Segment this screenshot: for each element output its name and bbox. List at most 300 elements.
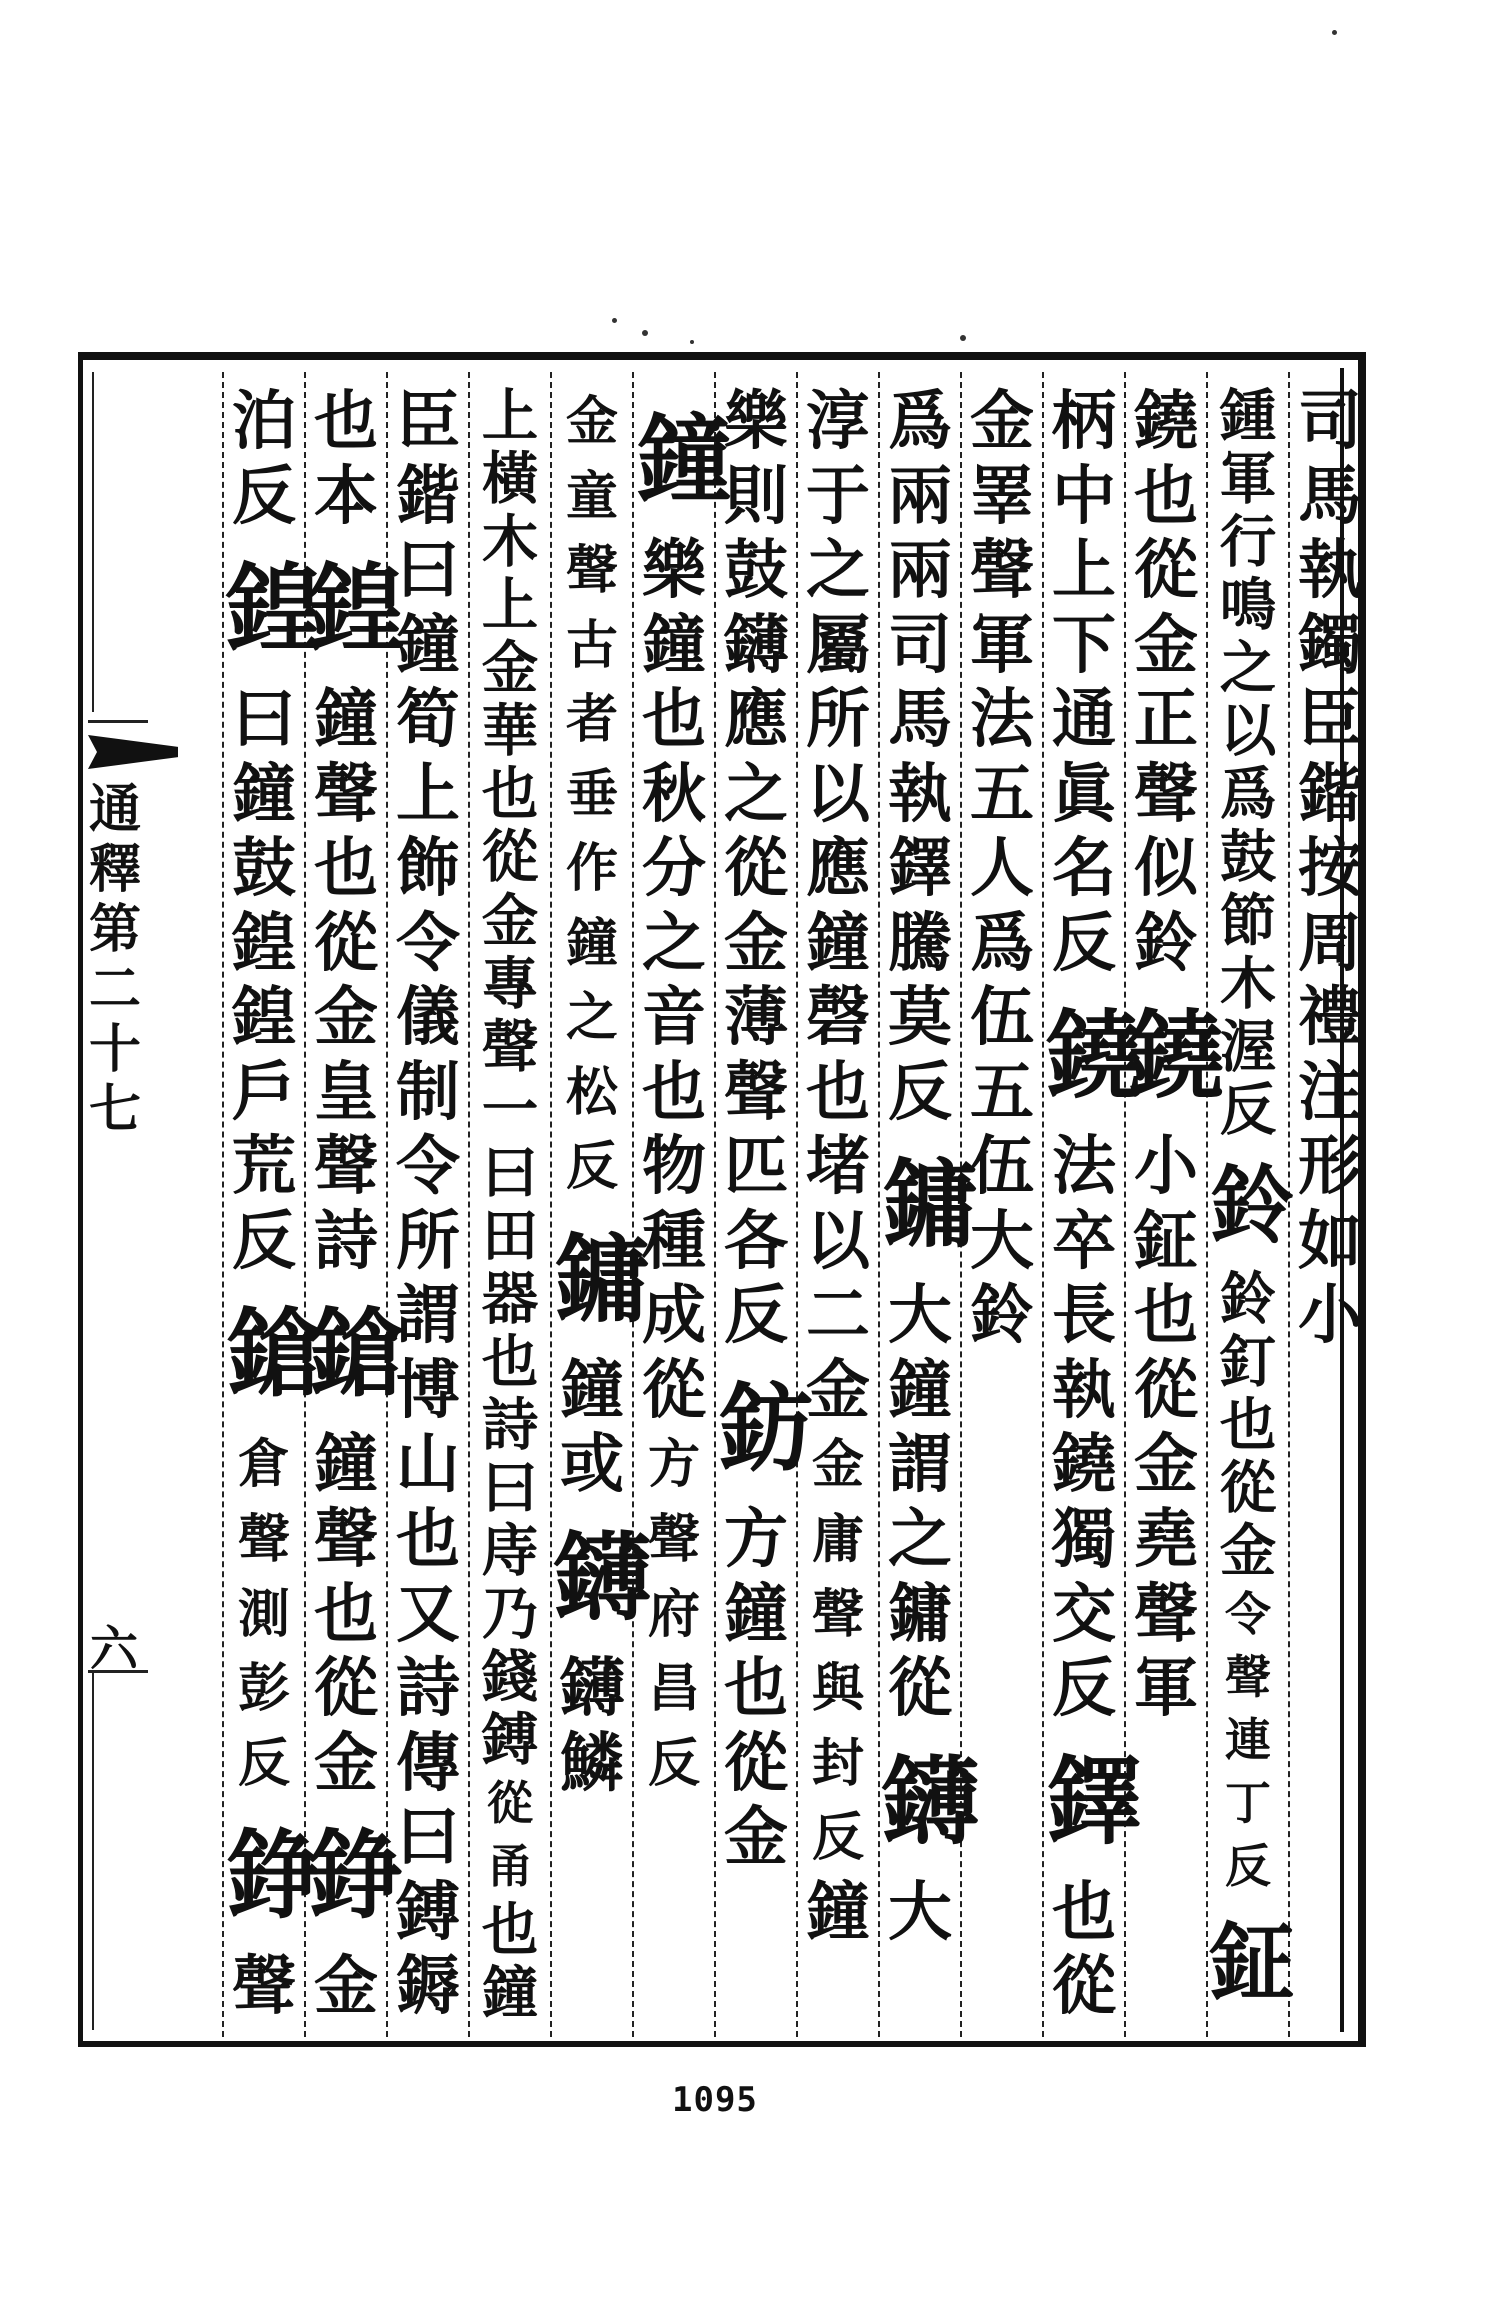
- text-char: 鑮: [724, 607, 788, 683]
- annotation-char: 者: [565, 689, 618, 751]
- text-char: 渥: [1219, 1013, 1277, 1080]
- text-char: 又: [396, 1576, 460, 1652]
- seal-headword: 鉦: [1210, 1911, 1289, 2012]
- annotation-char: 昌: [647, 1658, 700, 1720]
- text-char: 專: [481, 950, 539, 1017]
- text-char: 一: [481, 1076, 539, 1143]
- text-char: 鉦: [1134, 1203, 1198, 1279]
- text-char: 鐘: [396, 607, 460, 683]
- seal-headword: 鑮: [882, 1744, 972, 1858]
- text-char: 田: [481, 1202, 539, 1269]
- text-char: 器: [481, 1265, 539, 1332]
- text-char: 乃: [481, 1581, 539, 1648]
- text-char: 鼓: [724, 533, 788, 609]
- text-char: 匹: [724, 1129, 788, 1205]
- annotation-char: 反: [565, 1136, 618, 1198]
- text-char: 令: [396, 905, 460, 981]
- text-char: 司: [1298, 384, 1362, 459]
- text-char: 反: [888, 1054, 952, 1130]
- annotation-char: 垂: [565, 763, 618, 825]
- text-char: 鱗: [560, 1725, 624, 1801]
- text-char: 之: [806, 533, 870, 609]
- text-column: [1128, 384, 1218, 2035]
- annotation-char: 之: [565, 987, 618, 1049]
- text-char: 荒: [232, 1129, 296, 1205]
- seal-headword: 鏞: [554, 1222, 644, 1336]
- text-char: 傳: [396, 1725, 460, 1801]
- text-char: 從: [1052, 1949, 1116, 2025]
- text-char: 從: [1134, 533, 1198, 609]
- text-char: 飾: [396, 831, 460, 907]
- text-char: 軍: [1219, 446, 1277, 513]
- annotation-char: 反: [647, 1732, 700, 1794]
- annotation-char: 令: [1225, 1587, 1271, 1642]
- text-char: 博: [396, 1352, 460, 1428]
- annotation-char: 反: [811, 1807, 864, 1869]
- seal-headword: 鐃: [1046, 999, 1136, 1113]
- annotation-char: 測: [237, 1583, 290, 1645]
- text-char: 所: [806, 682, 870, 758]
- text-char: 橫: [481, 446, 539, 513]
- text-char: 眞: [1052, 756, 1116, 832]
- seal-headword: 鈁: [718, 1371, 808, 1485]
- text-char: 各: [724, 1203, 788, 1279]
- text-char: 鑮: [560, 1651, 624, 1727]
- text-char: 上: [396, 756, 460, 832]
- text-char: 皇: [314, 1054, 378, 1130]
- annotation-char: 倉: [237, 1434, 290, 1496]
- text-char: 鈴: [1219, 1265, 1277, 1332]
- text-char: 臣: [1298, 682, 1362, 758]
- text-char: 馬: [1298, 458, 1362, 534]
- annotation-char: 庸: [811, 1508, 864, 1570]
- text-char: 堯: [1134, 1501, 1198, 1577]
- text-char: 鐘: [806, 905, 870, 981]
- margin-title: [80, 780, 150, 1140]
- text-char: 法: [1052, 1129, 1116, 1205]
- text-char: 也: [314, 1576, 378, 1652]
- text-char: 鼓: [232, 831, 296, 907]
- text-char: 謂: [396, 1278, 460, 1354]
- text-char: 淳: [806, 384, 870, 459]
- text-char: 鐘: [314, 1427, 378, 1503]
- text-column: [800, 385, 876, 2035]
- text-char: 聲: [724, 1054, 788, 1130]
- text-char: 以: [806, 756, 870, 832]
- text-char: 鼓: [1219, 824, 1277, 891]
- seal-headword: 鐸: [1046, 1744, 1136, 1858]
- text-char: 之: [888, 1501, 952, 1577]
- text-char: 司: [888, 607, 952, 683]
- annotation-char: 封: [811, 1732, 864, 1794]
- annotation-char: 聲: [811, 1583, 864, 1645]
- seal-headword: 鎗: [226, 1297, 316, 1411]
- column-rule: [632, 372, 634, 2037]
- text-char: 軍: [1134, 1651, 1198, 1727]
- text-char: 磬: [806, 980, 870, 1056]
- text-char: 反: [232, 458, 296, 534]
- text-char: 錢: [481, 1644, 539, 1711]
- text-char: 鎛: [396, 1874, 460, 1950]
- text-char: 中: [1052, 458, 1116, 534]
- text-char: 鎛: [481, 1707, 539, 1774]
- seal-headword: 鐘: [636, 403, 726, 516]
- annotation-char: 與: [811, 1658, 864, 1720]
- text-char: 或: [560, 1427, 624, 1503]
- text-char: 詩: [314, 1203, 378, 1279]
- text-char: 也: [806, 1054, 870, 1130]
- seal-headword: 錚: [226, 1819, 316, 1933]
- text-char: 上: [481, 383, 539, 449]
- text-char: 鍾: [1219, 383, 1277, 449]
- text-column: [1046, 384, 1136, 2035]
- text-char: 聲: [1134, 1576, 1198, 1652]
- text-char: 也: [481, 1896, 539, 1963]
- text-char: 也: [481, 761, 539, 828]
- text-char: 臣: [396, 384, 460, 459]
- text-char: 鐘: [806, 1874, 870, 1950]
- text-char: 戶: [232, 1054, 296, 1130]
- text-char: 反: [1219, 1076, 1277, 1143]
- annotation-char: 甬: [487, 1839, 533, 1894]
- seal-headword: 鏞: [882, 1148, 972, 1262]
- margin-title-char: 七: [88, 1079, 141, 1140]
- text-char: 法: [970, 682, 1034, 758]
- text-char: 令: [396, 1129, 460, 1205]
- annotation-char: 反: [237, 1732, 290, 1794]
- text-char: 鍇: [1298, 756, 1362, 832]
- text-char: 金: [1134, 1427, 1198, 1503]
- text-char: 鐃: [1052, 1427, 1116, 1503]
- seal-headword: 錚: [308, 1819, 398, 1933]
- annotation-char: 金: [565, 391, 618, 452]
- text-char: 曰: [232, 682, 296, 758]
- text-char: 大: [888, 1278, 952, 1354]
- text-char: 反: [1052, 1651, 1116, 1727]
- text-char: 以: [806, 1203, 870, 1279]
- text-char: 名: [1052, 831, 1116, 907]
- annotation-char: 金: [811, 1434, 864, 1496]
- annotation-char: 聲: [647, 1508, 700, 1570]
- text-char: 音: [642, 980, 706, 1056]
- text-char: 金: [314, 1725, 378, 1801]
- text-char: 金: [481, 635, 539, 702]
- text-char: 堵: [806, 1129, 870, 1205]
- text-char: 也: [1219, 1392, 1277, 1459]
- text-char: 鈴: [970, 1278, 1034, 1354]
- text-char: 執: [1298, 533, 1362, 609]
- text-char: 按: [1298, 831, 1362, 907]
- text-char: 鐘: [560, 1352, 624, 1428]
- text-char: 睪: [970, 458, 1034, 534]
- text-char: 伍: [970, 980, 1034, 1056]
- text-char: 上: [1052, 533, 1116, 609]
- text-char: 從: [642, 1352, 706, 1428]
- text-char: 聲: [314, 756, 378, 832]
- text-char: 曰: [481, 1139, 539, 1206]
- margin-line-top: [88, 720, 148, 723]
- text-char: 鍠: [232, 980, 296, 1056]
- text-char: 泊: [232, 384, 296, 459]
- annotation-char: 方: [647, 1434, 700, 1496]
- text-char: 樂: [724, 384, 788, 459]
- seal-headword: 鈴: [1210, 1154, 1289, 1255]
- text-char: 周: [1298, 905, 1362, 981]
- text-char: 也: [1134, 458, 1198, 534]
- annotation-char: 古: [565, 614, 618, 676]
- text-char: 木: [1219, 950, 1277, 1017]
- text-char: 反: [724, 1278, 788, 1354]
- text-char: 從: [1219, 1455, 1277, 1522]
- text-char: 卒: [1052, 1203, 1116, 1279]
- text-char: 大: [888, 1874, 952, 1950]
- text-char: 金: [1219, 1518, 1277, 1585]
- text-char: 形: [1298, 1129, 1362, 1205]
- seal-headword: 鍠: [226, 552, 316, 666]
- annotation-char: 鐘: [565, 912, 618, 974]
- text-char: 鏞: [888, 1576, 952, 1652]
- text-char: 金: [1134, 607, 1198, 683]
- text-char: 從: [1134, 1352, 1198, 1428]
- text-char: 木: [481, 509, 539, 576]
- text-char: 于: [806, 458, 870, 534]
- text-char: 樂: [642, 533, 706, 609]
- text-char: 則: [724, 458, 788, 534]
- text-char: 反: [1052, 905, 1116, 981]
- text-char: 二: [806, 1278, 870, 1354]
- text-char: 也: [642, 682, 706, 758]
- text-char: 爲: [970, 905, 1034, 981]
- text-char: 聲: [314, 1502, 378, 1577]
- margin-title-char: 第: [88, 899, 141, 960]
- text-char: 釘: [1219, 1328, 1277, 1395]
- text-char: 爲: [888, 384, 952, 459]
- text-char: 正: [1134, 682, 1198, 758]
- text-char: 也: [1052, 1874, 1116, 1950]
- text-char: 也: [642, 1054, 706, 1130]
- column-rule: [796, 372, 798, 2037]
- text-char: 鐘: [314, 682, 378, 758]
- annotation-char: 聲: [237, 1509, 290, 1570]
- annotation-char: 松: [565, 1061, 618, 1123]
- text-char: 屬: [806, 607, 870, 683]
- text-char: 金: [314, 1949, 378, 2025]
- column-rule: [1206, 372, 1208, 2037]
- text-char: 鍇: [396, 458, 460, 534]
- text-char: 鐘: [642, 607, 706, 683]
- text-char: 從: [724, 831, 788, 907]
- text-char: 鈴: [1134, 905, 1198, 981]
- text-char: 從: [724, 1725, 788, 1801]
- text-char: 也: [724, 1651, 788, 1727]
- text-char: 獨: [1052, 1501, 1116, 1577]
- seal-headword: 鑮: [554, 1520, 644, 1634]
- text-char: 小: [1134, 1129, 1198, 1205]
- column-rule: [550, 372, 552, 2037]
- text-char: 也: [1134, 1278, 1198, 1354]
- text-char: 也: [314, 384, 378, 459]
- text-char: 方: [724, 1501, 788, 1577]
- text-char: 鐘: [232, 756, 296, 832]
- text-char: 鎒: [396, 1949, 460, 2025]
- text-char: 鍠: [232, 905, 296, 981]
- annotation-char: 作: [565, 838, 618, 900]
- text-char: 本: [314, 458, 378, 534]
- annotation-char: 聲: [565, 540, 618, 602]
- annotation-char: 反: [1225, 1839, 1271, 1894]
- text-column: [636, 385, 726, 2035]
- margin-title-char: 通: [88, 779, 141, 840]
- text-char: 似: [1134, 831, 1198, 907]
- text-char: 聲: [1134, 756, 1198, 832]
- text-char: 鐘: [481, 1959, 539, 2026]
- text-column: [1292, 385, 1368, 2035]
- text-char: 伍: [970, 1129, 1034, 1205]
- text-char: 金: [806, 1352, 870, 1428]
- text-char: 之: [724, 756, 788, 832]
- text-char: 金: [481, 887, 539, 954]
- text-char: 下: [1052, 607, 1116, 683]
- text-char: 騰: [888, 905, 952, 981]
- text-char: 也: [481, 1328, 539, 1395]
- text-char: 之: [642, 905, 706, 981]
- text-char: 曰: [396, 1800, 460, 1876]
- text-char: 通: [1052, 682, 1116, 758]
- text-char: 五: [970, 756, 1034, 832]
- text-char: 鐸: [888, 831, 952, 907]
- text-char: 馬: [888, 682, 952, 758]
- text-column: [1210, 383, 1289, 2035]
- text-char: 爲: [1219, 761, 1277, 828]
- text-char: 注: [1298, 1054, 1362, 1130]
- text-char: 反: [232, 1203, 296, 1279]
- text-char: 從: [314, 905, 378, 981]
- text-column: [226, 384, 316, 2035]
- text-char: 制: [396, 1054, 460, 1130]
- text-column: [472, 385, 548, 2035]
- text-char: 以: [1219, 698, 1277, 765]
- seal-headword: 鍠: [308, 552, 398, 666]
- text-char: 之: [1219, 635, 1277, 702]
- margin-rule-top: [92, 372, 94, 712]
- annotation-char: 聲: [1225, 1650, 1271, 1705]
- text-char: 應: [806, 831, 870, 907]
- text-column: [964, 385, 1040, 2035]
- page-folio: 1095: [672, 2080, 758, 2120]
- text-char: 上: [481, 572, 539, 639]
- leaf-number: 六: [90, 1621, 139, 1677]
- text-char: 金: [314, 980, 378, 1056]
- text-char: 小: [1298, 1278, 1362, 1354]
- margin-title-char: 十: [88, 1019, 141, 1080]
- text-char: 應: [724, 682, 788, 758]
- text-char: 分: [642, 831, 706, 907]
- text-char: 從: [314, 1651, 378, 1727]
- text-char: 從: [888, 1651, 952, 1727]
- text-char: 成: [642, 1278, 706, 1354]
- text-char: 如: [1298, 1203, 1362, 1279]
- text-char: 行: [1219, 509, 1277, 576]
- text-char: 也: [396, 1501, 460, 1577]
- text-char: 金: [724, 1800, 788, 1876]
- seal-headword: 鎗: [308, 1297, 398, 1411]
- text-char: 禮: [1298, 980, 1362, 1056]
- text-column: [882, 384, 972, 2035]
- text-char: 所: [396, 1203, 460, 1279]
- text-char: 庤: [481, 1518, 539, 1585]
- text-char: 儀: [396, 980, 460, 1056]
- text-char: 聲: [232, 1949, 296, 2025]
- column-rule: [468, 372, 470, 2037]
- text-char: 聲: [481, 1013, 539, 1080]
- text-char: 物: [642, 1129, 706, 1205]
- text-char: 薄: [724, 980, 788, 1056]
- text-char: 也: [314, 831, 378, 907]
- text-char: 鳴: [1219, 572, 1277, 639]
- text-char: 鐘: [724, 1576, 788, 1652]
- text-char: 鐃: [1134, 384, 1198, 459]
- column-rule: [222, 372, 224, 2037]
- text-char: 聲: [314, 1129, 378, 1205]
- annotation-char: 丁: [1225, 1776, 1271, 1831]
- text-char: 軍: [970, 607, 1034, 683]
- text-char: 從: [481, 824, 539, 891]
- text-char: 曰: [396, 533, 460, 609]
- text-char: 謂: [888, 1427, 952, 1503]
- margin-title-char: 二: [88, 959, 141, 1020]
- text-char: 筍: [396, 682, 460, 758]
- text-char: 五: [970, 1054, 1034, 1130]
- text-char: 聲: [970, 533, 1034, 609]
- text-column: [390, 385, 466, 2035]
- text-char: 金: [970, 384, 1034, 459]
- text-char: 華: [481, 698, 539, 765]
- seal-headword: 鐃: [1128, 999, 1218, 1113]
- text-char: 柄: [1052, 384, 1116, 459]
- text-char: 長: [1052, 1278, 1116, 1354]
- text-column: [308, 384, 398, 2035]
- text-column: [718, 384, 808, 2035]
- text-char: 曰: [481, 1455, 539, 1522]
- margin-title-char: 釋: [88, 839, 141, 900]
- text-char: 秋: [642, 756, 706, 832]
- text-char: 山: [396, 1427, 460, 1503]
- column-rule: [714, 372, 716, 2037]
- text-char: 詩: [396, 1651, 460, 1727]
- column-rule: [1042, 372, 1044, 2037]
- text-char: 詩: [481, 1392, 539, 1458]
- text-char: 執: [1052, 1352, 1116, 1428]
- text-char: 鐘: [888, 1352, 952, 1428]
- text-char: 兩: [888, 458, 952, 534]
- text-char: 節: [1219, 887, 1277, 954]
- text-char: 執: [888, 756, 952, 832]
- annotation-char: 童: [565, 465, 618, 527]
- annotation-char: 連: [1225, 1713, 1271, 1768]
- text-char: 莫: [888, 980, 952, 1056]
- text-char: 大: [970, 1203, 1034, 1279]
- annotation-char: 府: [647, 1583, 700, 1645]
- annotation-char: 從: [487, 1776, 533, 1831]
- text-char: 人: [970, 831, 1034, 907]
- text-char: 鐲: [1298, 607, 1362, 683]
- text-char: 金: [724, 905, 788, 981]
- text-column: [554, 385, 644, 2035]
- margin-rule-bottom: [92, 1670, 94, 2030]
- text-char: 兩: [888, 533, 952, 609]
- text-char: 種: [642, 1203, 706, 1279]
- text-char: 交: [1052, 1576, 1116, 1652]
